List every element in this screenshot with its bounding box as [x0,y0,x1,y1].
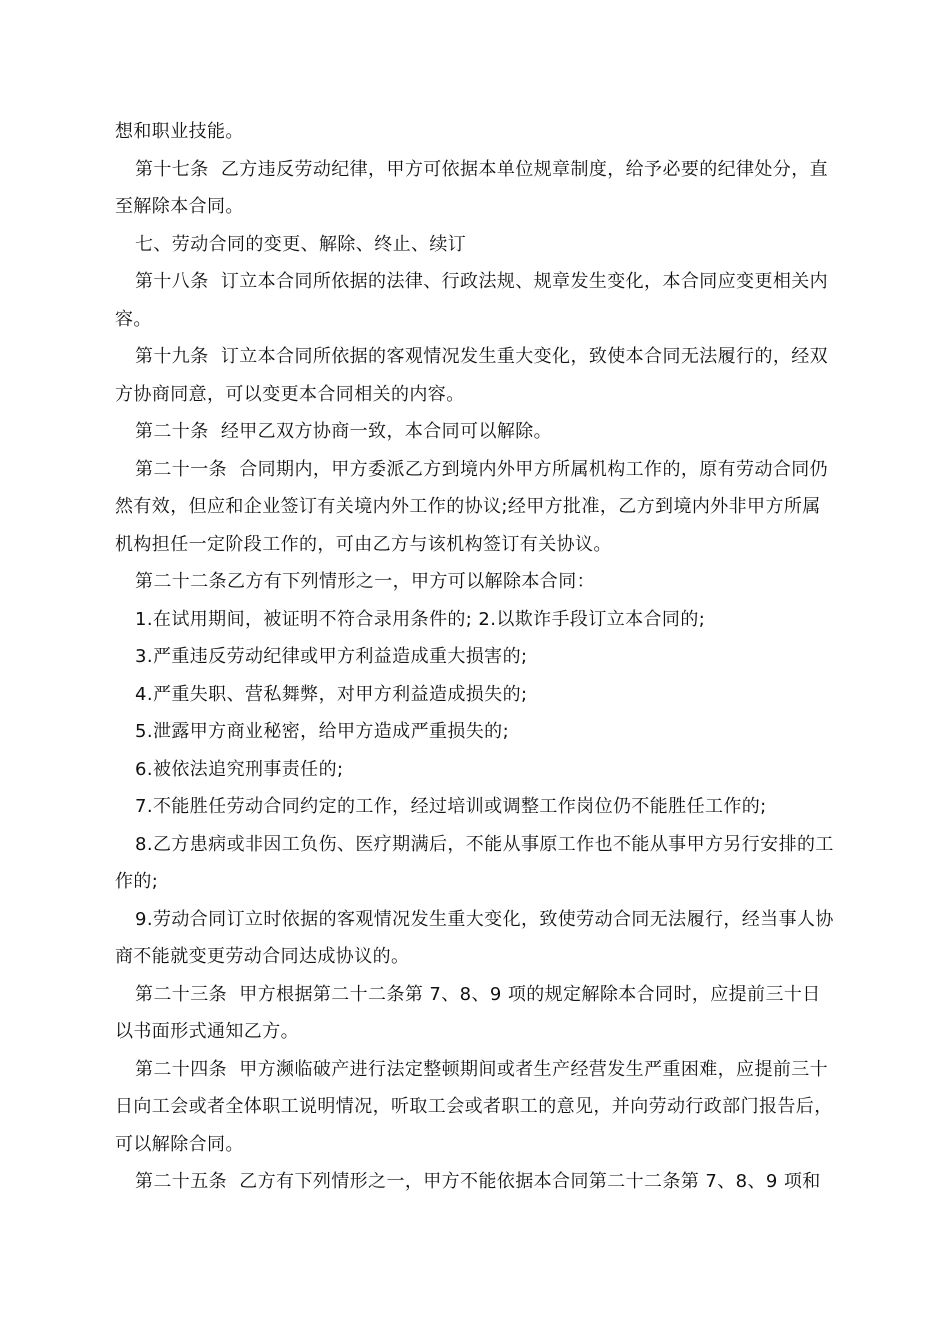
article-25: 第二十五条 乙方有下列情形之一，甲方不能依据本合同第二十二条第 7、8、9 项和 [135,1171,821,1192]
list-item-5: 5.泄露甲方商业秘密，给甲方造成严重损失的; [135,721,510,742]
article-19: 第十九条 订立本合同所依据的客观情况发生重大变化，致使本合同无法履行的，经双方协商同意，可以变更本合同相关的内容。 [115,346,829,405]
article-17: 第十七条 乙方违反劳动纪律，甲方可依据本单位规章制度，给予必要的纪律处分，直至解除本合同。 [115,158,829,217]
list-item-9: 9.劳动合同订立时依据的客观情况发生重大变化，致使劳动合同无法履行，经当事人协商不能就变更劳动合同达成协议的。 [115,908,834,967]
article-23: 第二十三条 甲方根据第二十二条第 7、8、9 项的规定解除本合同时，应提前三十日以书面形式通知乙方。 [115,983,821,1042]
article-24: 第二十四条 甲方濒临破产进行法定整顿期间或者生产经营发生严重困难，应提前三十日向工会或者全体职工说明情况，听取工会或者职工的意见，并向劳动行政部门报告后，可以解除合同。 [115,1058,833,1155]
list-item-7: 7.不能胜任劳动合同约定的工作，经过培训或调整工作岗位仍不能胜任工作的; [135,796,767,817]
article-21: 第二十一条 合同期内，甲方委派乙方到境内外甲方所属机构工作的，原有劳动合同仍然有效，但应和企业签订有关境内外工作的协议;经甲方批准，乙方到境内外非甲方所属机构担任一定阶段工作的，可由乙方与该机构签订有关协议。 [115,458,829,555]
list-item-3: 3.严重违反劳动纪律或甲方利益造成重大损害的; [135,646,528,667]
list-item-1-2: 1.在试用期间，被证明不符合录用条件的; 2.以欺诈手段订立本合同的; [135,608,706,630]
article-18: 第十八条 订立本合同所依据的法律、行政法规、规章发生变化，本合同应变更相关内容。 [115,271,829,330]
list-item-8: 8.乙方患病或非因工负伤、医疗期满后，不能从事原工作也不能从事甲方另行安排的工作的; [115,833,834,892]
list-item-6: 6.被依法追究刑事责任的; [135,758,344,780]
paragraph-continuation: 想和职业技能。 [115,121,244,142]
article-20: 第二十条 经甲乙双方协商一致，本合同可以解除。 [135,421,553,442]
section-heading-7: 七、劳动合同的变更、解除、终止、续订 [135,233,467,255]
article-22: 第二十二条乙方有下列情形之一，甲方可以解除本合同： [135,571,595,592]
document-body [115,113,837,1201]
list-item-4: 4.严重失职、营私舞弊，对甲方利益造成损失的; [135,683,528,705]
